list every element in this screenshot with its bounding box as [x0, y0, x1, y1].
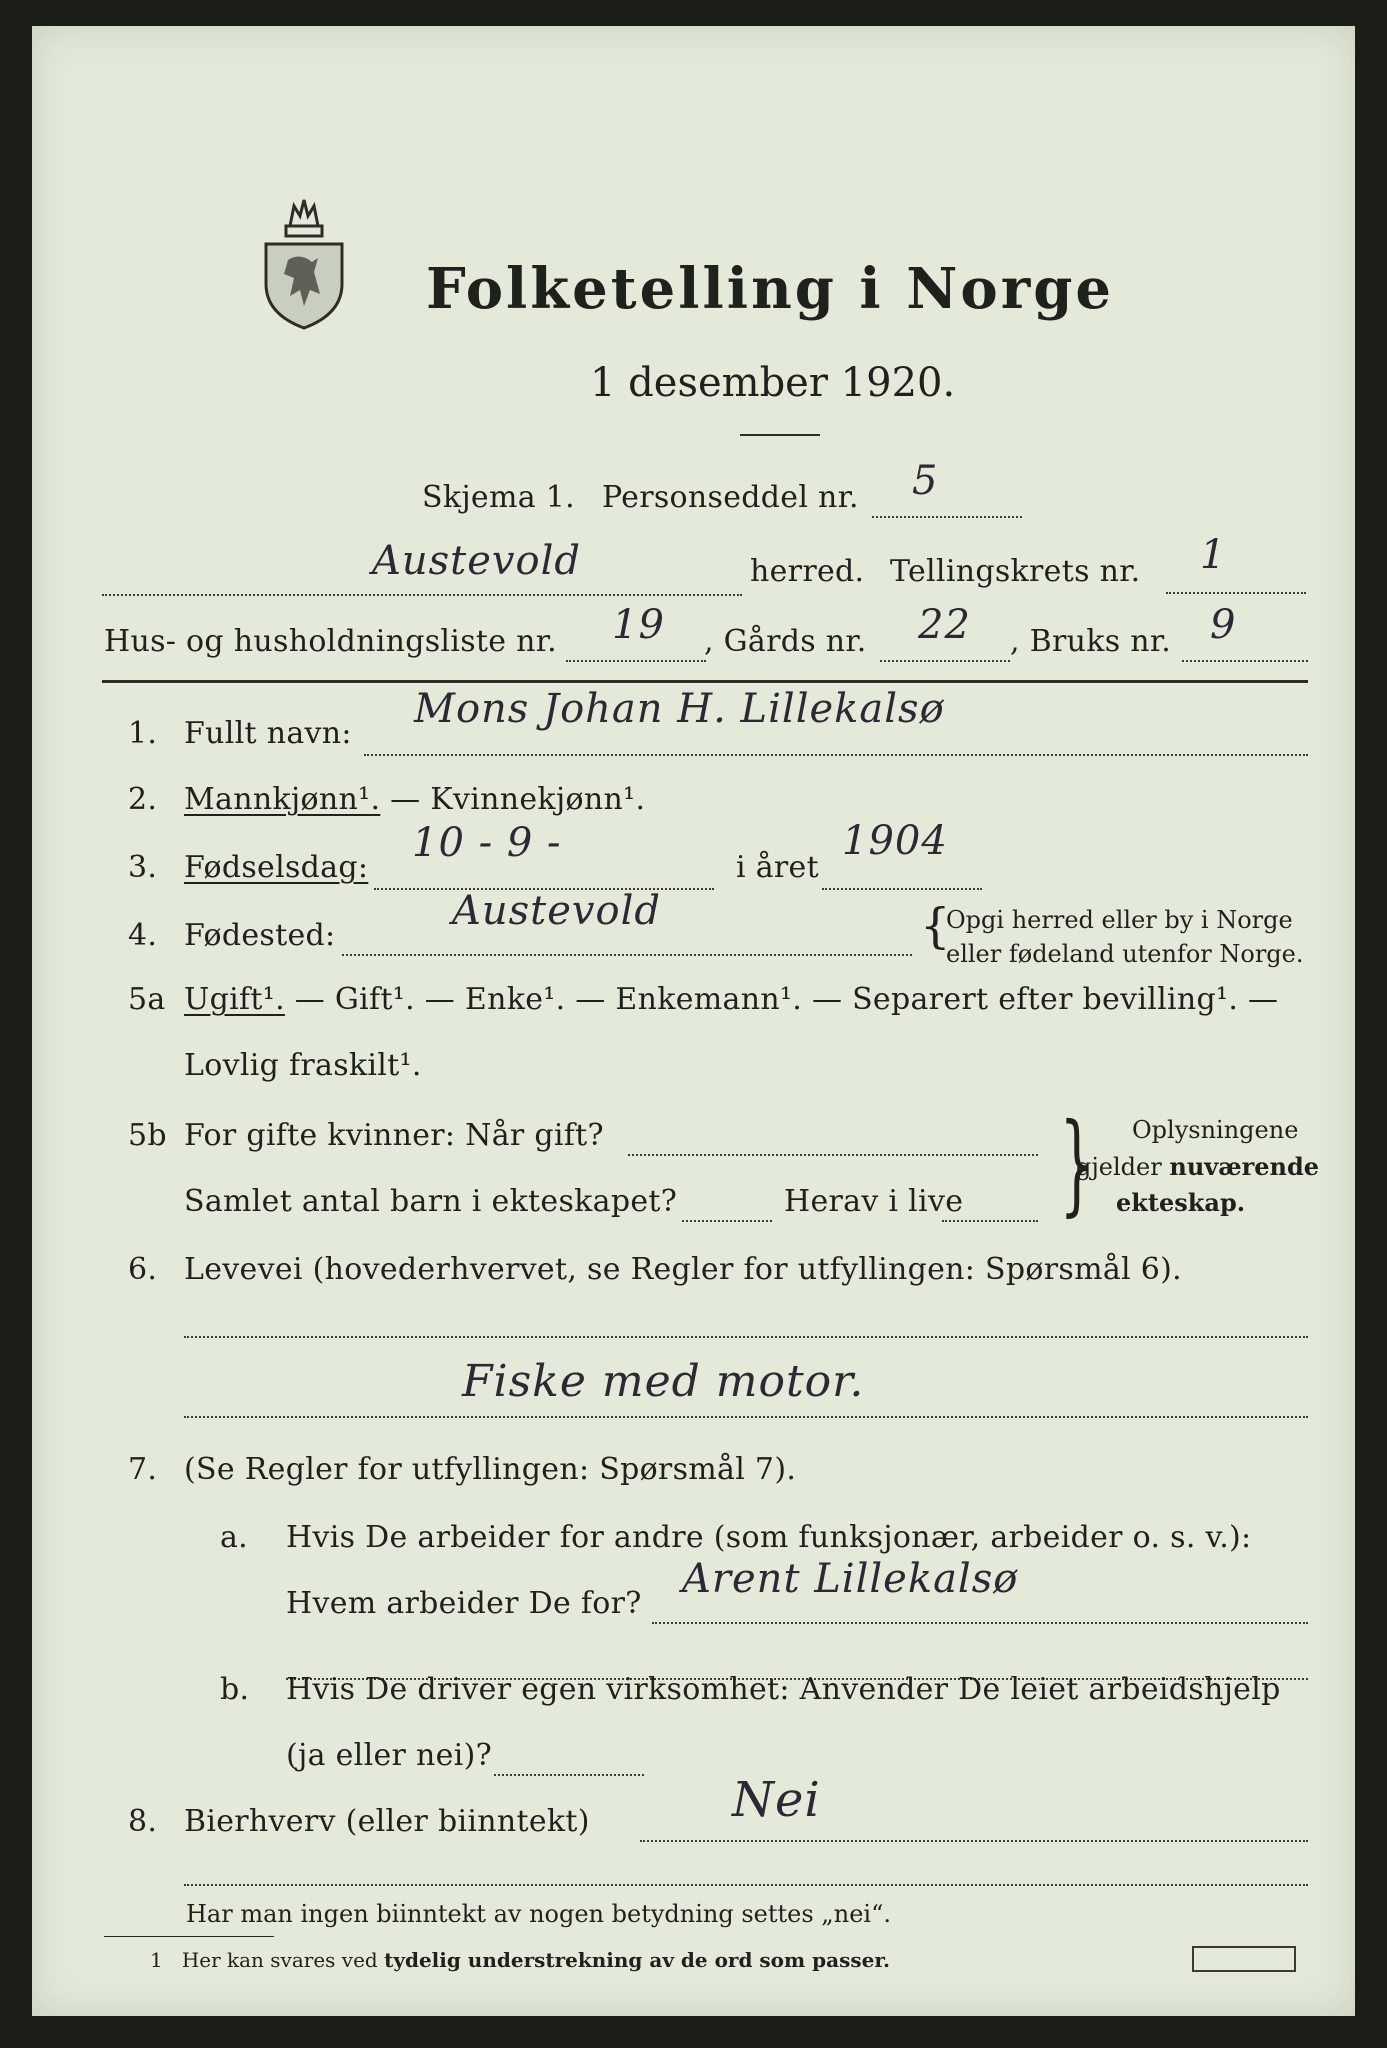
- q3-label: Fødselsdag:: [184, 850, 369, 885]
- q1-label: Fullt navn:: [184, 716, 352, 751]
- census-date: 1 desember 1920.: [590, 360, 956, 406]
- tellingskrets-label: Tellingskrets nr.: [890, 554, 1141, 589]
- sex-female-option[interactable]: Kvinnekjønn¹.: [430, 782, 646, 817]
- hus-line: [566, 660, 706, 662]
- occupation-line-2: [184, 1416, 1308, 1418]
- gards-value[interactable]: 22: [918, 602, 971, 648]
- q3-number: 3.: [128, 850, 158, 885]
- bruks-label: , Bruks nr.: [1010, 624, 1172, 659]
- occupation-line-1: [184, 1336, 1308, 1338]
- coat-of-arms-icon: [260, 198, 348, 330]
- q2-number: 2.: [128, 782, 158, 817]
- gards-line: [880, 660, 1010, 662]
- sex-options: [184, 782, 645, 817]
- q7b-question: (ja eller nei)?: [286, 1738, 492, 1773]
- footnote-rule: [104, 1936, 274, 1937]
- q5b-note-brace: }: [1059, 1099, 1095, 1227]
- birthplace-note-line2: eller fødeland utenfor Norge.: [946, 940, 1304, 968]
- q7b-text: Hvis De driver egen virksomhet: Anvender De leiet arbeidshjelp: [286, 1672, 1281, 1707]
- q5b-when-married-label: For gifte kvinner: Når gift?: [184, 1118, 604, 1153]
- birthday-value[interactable]: 10 - 9 -: [412, 820, 562, 866]
- q5b-note-line3: ekteskap.: [1116, 1188, 1246, 1217]
- q7a-question: Hvem arbeider De for?: [286, 1586, 642, 1621]
- q5b-number: 5b: [128, 1118, 167, 1153]
- q1-number: 1.: [128, 716, 158, 751]
- side-income-line-2: [184, 1884, 1308, 1886]
- q5b-alive-label: Herav i live: [784, 1184, 964, 1219]
- q4-label: Fødested:: [184, 918, 336, 953]
- alive-line: [942, 1220, 1038, 1222]
- sex-separator: —: [380, 782, 431, 817]
- q4-number: 4.: [128, 918, 158, 953]
- printer-stamp: [1192, 1946, 1296, 1972]
- sex-male-option[interactable]: Mannkjønn¹.: [184, 782, 381, 817]
- footnote: 1 Her kan svares ved tydelig understrekning av de ord som passer.: [150, 1948, 890, 1972]
- children-line: [682, 1220, 772, 1222]
- q5b-note-line1: Oplysningene: [1132, 1116, 1299, 1144]
- herred-label: herred.: [750, 554, 865, 589]
- q1-line: [364, 754, 1308, 756]
- bruks-line: [1182, 660, 1308, 662]
- employer-line: [652, 1622, 1308, 1624]
- q6-label: Levevei (hovederhvervet, se Regler for utfyllingen: Spørsmål 6).: [184, 1252, 1182, 1287]
- hus-label: Hus- og husholdningsliste nr.: [104, 624, 557, 659]
- herred-line: [102, 594, 742, 596]
- marital-options: [184, 982, 1278, 1017]
- tellingskrets-line: [1166, 592, 1306, 594]
- q8-label: Bierhverv (eller biinntekt): [184, 1804, 590, 1839]
- personseddel-label: Personseddel nr.: [602, 480, 859, 515]
- marital-other-options[interactable]: — Gift¹. — Enke¹. — Enkemann¹. — Separert efter bevilling¹. —: [284, 982, 1279, 1017]
- title-divider: [740, 434, 820, 436]
- q7-number: 7.: [128, 1452, 158, 1487]
- year-line: [822, 888, 982, 890]
- birthplace-value[interactable]: Austevold: [452, 888, 661, 934]
- personseddel-value[interactable]: 5: [912, 458, 939, 504]
- marital-ugift-option[interactable]: Ugift¹.: [184, 982, 285, 1017]
- side-income-value[interactable]: Nei: [732, 1772, 821, 1828]
- personseddel-line: [872, 516, 1022, 518]
- form-title: Folketelling i Norge: [426, 256, 1115, 322]
- q5a-number: 5a: [128, 982, 166, 1017]
- occupation-value[interactable]: Fiske med motor.: [462, 1356, 865, 1407]
- q5b-children-label: Samlet antal barn i ekteskapet?: [184, 1184, 678, 1219]
- hired-help-line: [494, 1774, 644, 1776]
- birthplace-note-line1: Opgi herred eller by i Norge: [946, 906, 1293, 934]
- birthplace-note-brace: {: [920, 898, 951, 954]
- q8-number: 8.: [128, 1804, 158, 1839]
- census-form: [32, 26, 1355, 2016]
- hus-value[interactable]: 19: [612, 602, 665, 648]
- q7a-text: Hvis De arbeider for andre (som funksjonær, arbeider o. s. v.):: [286, 1520, 1252, 1555]
- bruks-value[interactable]: 9: [1210, 602, 1237, 648]
- marital-divorced-option[interactable]: Lovlig fraskilt¹.: [184, 1048, 422, 1083]
- skjema-label: Skjema 1.: [422, 480, 575, 515]
- when-married-line: [628, 1154, 1038, 1156]
- q7-label: (Se Regler for utfyllingen: Spørsmål 7).: [184, 1452, 797, 1487]
- tellingskrets-value[interactable]: 1: [1200, 532, 1227, 578]
- birthplace-line: [342, 954, 912, 956]
- year-label: i året: [736, 850, 819, 885]
- gards-label: , Gårds nr.: [704, 624, 867, 659]
- header-divider: [102, 680, 1308, 683]
- q7a-letter: a.: [220, 1520, 249, 1555]
- birth-year-value[interactable]: 1904: [842, 818, 948, 864]
- footer-note: Har man ingen biinntekt av nogen betydning settes „nei“.: [186, 1900, 891, 1928]
- full-name-value[interactable]: Mons Johan H. Lillekalsø: [414, 686, 945, 732]
- q7b-letter: b.: [220, 1672, 250, 1707]
- employer-value[interactable]: Arent Lillekalsø: [682, 1556, 1019, 1602]
- herred-value[interactable]: Austevold: [372, 538, 581, 584]
- q5b-note-line2: gjelder nuværende: [1076, 1152, 1320, 1181]
- side-income-line: [640, 1840, 1308, 1842]
- q6-number: 6.: [128, 1252, 158, 1287]
